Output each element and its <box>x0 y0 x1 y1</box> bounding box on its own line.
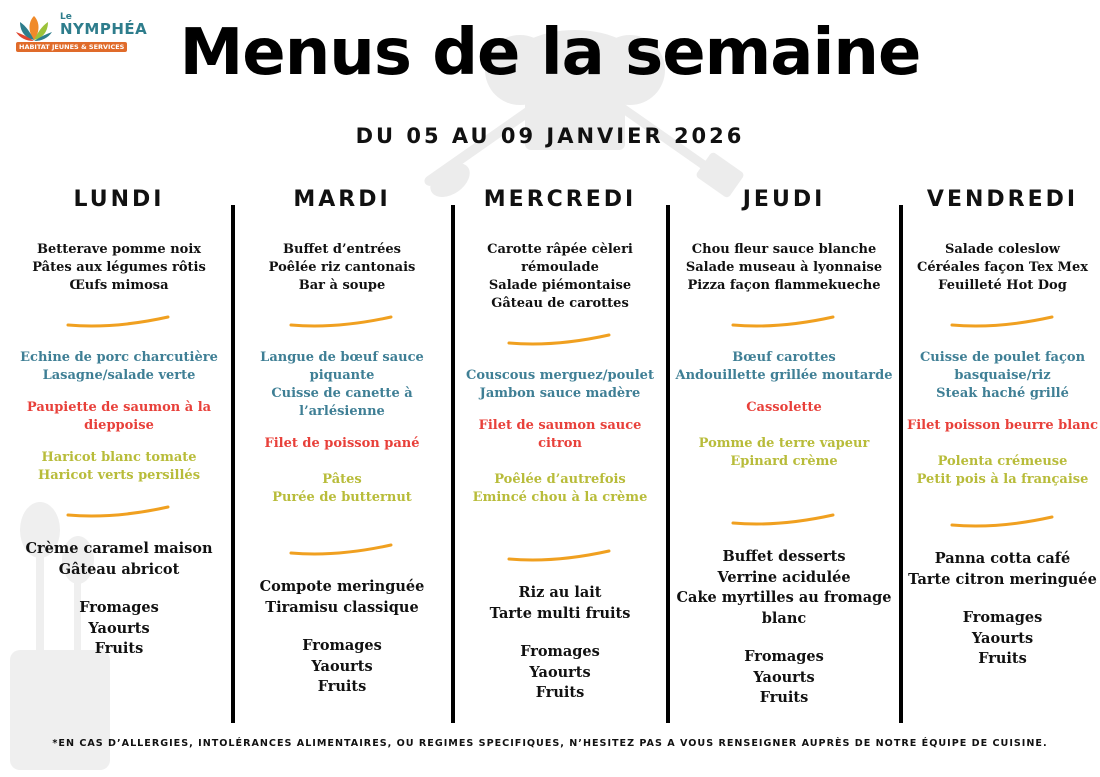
extra-item: Yaourts <box>753 668 815 686</box>
side-item: Epinard crème <box>730 454 838 469</box>
main-fish-item: dieppoise <box>84 418 154 433</box>
extra-item: Fromages <box>302 637 382 654</box>
extra-item: Fromages <box>79 599 159 616</box>
allergy-footnote: *EN CAS D’ALLERGIES, INTOLÉRANCES ALIMENTAIRES, OU REGIMES SPECIFIQUES, N’HESITEZ PAS A VOUS RENSEIGNER AUPRÈS DE NOTRE ÉQUIPE DE CUISINE. <box>52 738 1048 749</box>
dessert-item: Tarte citron meringuée <box>908 570 1097 588</box>
dessert-item: Compote meringuée <box>259 578 425 595</box>
day-name: JEUDI <box>742 187 826 212</box>
page-title: Menus de la semaine <box>179 16 921 90</box>
day-column-mercredi <box>455 185 665 704</box>
column-divider <box>666 205 670 723</box>
main-fish-item: Filet de saumon sauce citron <box>478 418 642 451</box>
dessert-item: Gâteau abricot <box>58 560 180 578</box>
swoosh-divider-icon <box>729 511 839 529</box>
extra-item: Yaourts <box>311 657 373 675</box>
starter-item: Chou fleur sauce blanche <box>691 242 877 257</box>
dessert-item: Panna cotta café <box>934 550 1071 567</box>
dessert-item: Cake myrtilles au fromage <box>676 589 892 606</box>
extra-item: Fruits <box>759 689 809 706</box>
swoosh-divider-icon <box>505 547 615 565</box>
main-meat-item: Langue de bœuf sauce piquante <box>260 350 424 383</box>
main-fish-item: Paupiette de saumon à la <box>26 400 212 415</box>
main-meat-item: Couscous merguez/poulet <box>466 368 654 383</box>
main-fish-item: Filet de poisson pané <box>264 436 420 451</box>
day-column-jeudi <box>671 185 897 709</box>
starter-item: Poêlée riz cantonais <box>268 260 416 275</box>
dessert-item: Buffet desserts <box>722 548 846 565</box>
dessert-item: Tiramisu classique <box>265 598 419 616</box>
starter-item: Betterave pomme noix <box>36 242 202 257</box>
main-meat-item: Jambon sauce madère <box>479 386 641 401</box>
column-divider <box>231 205 235 723</box>
day-name: MERCREDI <box>483 187 637 212</box>
dessert-item: Riz au lait <box>518 584 602 601</box>
date-range: DU 05 AU 09 JANVIER 2026 <box>355 124 745 148</box>
extra-item: Fruits <box>94 640 144 657</box>
swoosh-divider-icon <box>64 503 174 521</box>
main-meat-item: Steak haché grillé <box>936 386 1069 401</box>
extra-item: Yaourts <box>529 663 591 681</box>
main-meat-item: Echine de porc charcutière <box>20 350 218 365</box>
side-item: Pâtes <box>322 472 362 487</box>
day-column-mardi <box>236 185 448 698</box>
starter-item: Bar à soupe <box>298 278 386 293</box>
swoosh-divider-icon <box>287 313 397 331</box>
dessert-item: Tarte multi fruits <box>489 604 631 622</box>
day-column-vendredi <box>905 185 1100 670</box>
day-name: LUNDI <box>73 187 165 212</box>
dessert-item: Verrine acidulée <box>717 568 851 586</box>
extra-item: Fromages <box>520 643 600 660</box>
day-name: VENDREDI <box>926 187 1079 212</box>
side-item: Haricot verts persillés <box>37 468 201 483</box>
side-item: Haricot blanc tomate <box>41 450 197 465</box>
side-item: Purée de butternut <box>272 490 412 505</box>
main-fish-item: Cassolette <box>746 400 822 415</box>
starter-item: Salade coleslow <box>945 242 1060 257</box>
day-name: MARDI <box>293 187 391 212</box>
swoosh-divider-icon <box>729 313 839 331</box>
side-item: Emincé chou à la crème <box>472 490 648 505</box>
logo-tagline: HABITAT JEUNES & SERVICES <box>16 42 127 52</box>
swoosh-divider-icon <box>505 331 615 349</box>
swoosh-divider-icon <box>948 313 1058 331</box>
swoosh-divider-icon <box>948 513 1058 531</box>
starter-item: Salade museau à lyonnaise <box>685 260 883 275</box>
main-meat-item: Lasagne/salade verte <box>42 368 196 383</box>
extra-item: Fruits <box>978 650 1027 667</box>
main-meat-item: basquaise/riz <box>954 368 1051 383</box>
starter-item: Salade piémontaise <box>488 278 632 293</box>
extra-item: Yaourts <box>971 629 1034 647</box>
main-meat-item: Bœuf carottes <box>732 350 836 365</box>
day-column-lundi <box>10 185 228 660</box>
main-meat-item: Andouillette grillée moutarde <box>675 368 893 383</box>
starter-item: Carotte râpée cèleri rémoulade <box>487 242 633 275</box>
logo-name: NYMPHÉA <box>60 20 148 38</box>
starter-item: Feuilleté Hot Dog <box>938 278 1067 293</box>
starter-item: Pâtes aux légumes rôtis <box>32 260 206 275</box>
swoosh-divider-icon <box>287 541 397 559</box>
starter-item: Œufs mimosa <box>69 278 169 293</box>
swoosh-divider-icon <box>64 313 174 331</box>
starter-item: Gâteau de carottes <box>491 296 629 311</box>
starter-item: Buffet d’entrées <box>283 242 401 257</box>
starter-item: Pizza façon flammekueche <box>687 278 881 293</box>
extra-item: Fromages <box>962 609 1043 626</box>
column-divider <box>899 205 903 723</box>
extra-item: Fruits <box>317 678 367 695</box>
extra-item: Fromages <box>744 648 824 665</box>
dessert-item: Crème caramel maison <box>25 540 213 557</box>
logo-prefix: Le <box>60 12 72 22</box>
main-meat-item: Cuisse de poulet façon <box>919 350 1086 365</box>
main-fish-item: Filet poisson beurre blanc <box>906 418 1099 433</box>
main-meat-item: Cuisse de canette à l’arlésienne <box>271 386 413 419</box>
extra-item: Yaourts <box>88 619 150 637</box>
starter-item: Céréales façon Tex Mex <box>917 260 1088 275</box>
side-item: Pomme de terre vapeur <box>698 436 870 451</box>
extra-item: Fruits <box>535 684 585 701</box>
side-item: Petit pois à la française <box>916 472 1089 487</box>
side-item: Poêlée d’autrefois <box>494 472 626 487</box>
dessert-item: blanc <box>761 609 807 627</box>
side-item: Polenta crémeuse <box>937 454 1068 469</box>
